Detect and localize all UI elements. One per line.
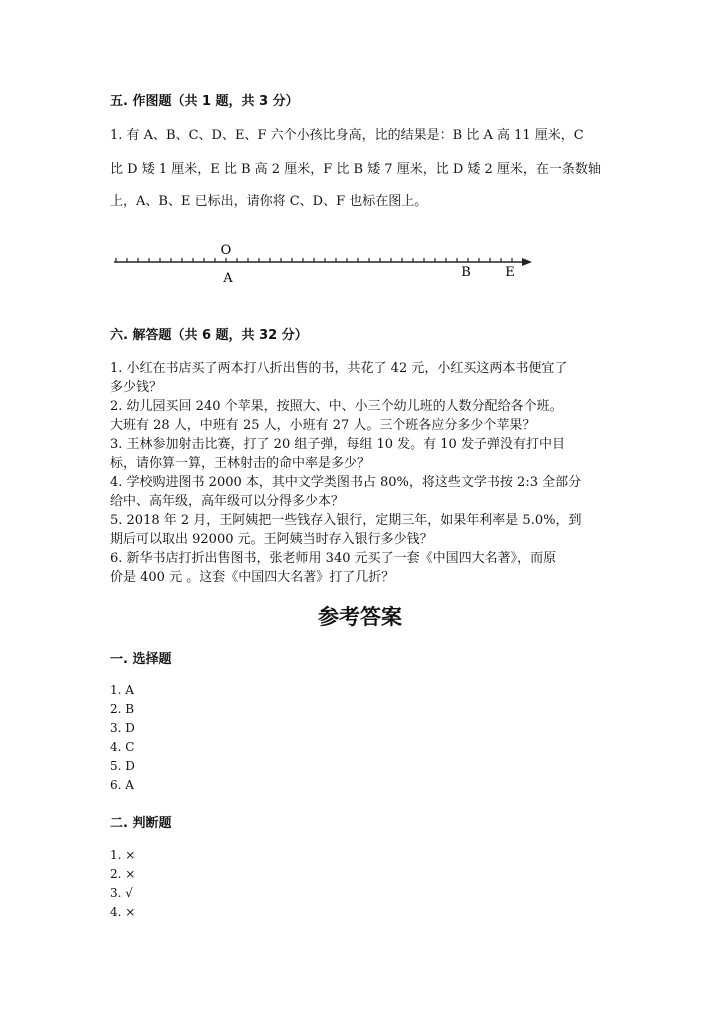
answer-item: 3. D bbox=[110, 721, 135, 735]
answer-item: 4. × bbox=[110, 905, 136, 919]
answer-item: 1. × bbox=[110, 848, 136, 862]
q6-line: 大班有 28 人，中班有 25 人，小班有 27 人。三个班各应分多少个苹果？ bbox=[110, 418, 536, 433]
origin-label: O bbox=[220, 243, 232, 258]
q6-line: 价是 400 元 。这套《中国四大名著》打了几折？ bbox=[110, 570, 395, 585]
q5-1-line-1: 1. 有 A、B、C、D、E、F 六个小孩比身高，比的结果是：B 比 A 高 11 厘米，C bbox=[110, 128, 584, 143]
answer-item: 5. D bbox=[110, 759, 135, 773]
answers-sec1-heading: 一. 选择题 bbox=[110, 652, 172, 667]
q6-line: 3. 王林参加射击比赛，打了 20 组子弹，每组 10 发。有 10 发子弹没有打中目 bbox=[110, 437, 565, 452]
answers-title: 参考答案 bbox=[318, 605, 402, 629]
section5-heading: 五. 作图题（共 1 题，共 3 分） bbox=[110, 94, 299, 109]
answer-item: 3. √ bbox=[110, 886, 133, 900]
q6-line: 2. 幼儿园买回 240 个苹果，按照大、中、小三个幼儿班的人数分配给各个班。 bbox=[110, 399, 563, 414]
q6-line: 6. 新华书店打折出售图书，张老师用 340 元买了一套《中国四大名著》，而原 bbox=[110, 551, 557, 566]
answer-item: 4. C bbox=[110, 740, 135, 754]
point-b-label: B bbox=[461, 265, 471, 280]
point-e-label: E bbox=[505, 265, 515, 280]
point-a-label: A bbox=[223, 271, 233, 286]
q6-line: 多少钱？ bbox=[110, 380, 163, 395]
q6-line: 标，请你算一算，王林射击的命中率是多少？ bbox=[110, 456, 371, 471]
number-line-arrow bbox=[522, 258, 532, 266]
q5-1-line-2: 比 D 矮 1 厘米，E 比 B 高 2 厘米，F 比 B 矮 7 厘米，比 D 矮 2 厘米，在一条数轴 bbox=[110, 162, 601, 177]
q6-line: 4. 学校购进图书 2000 本，其中文学类图书占 80%，将这些文学书按 2:3 全部分 bbox=[110, 475, 582, 490]
section6-heading: 六. 解答题（共 6 题，共 32 分） bbox=[110, 328, 308, 343]
q6-line: 5. 2018 年 2 月，王阿姨把一些钱存入银行，定期三年，如果年利率是 5.0%，到 bbox=[110, 513, 582, 528]
number-line bbox=[100, 236, 550, 290]
answer-item: 2. B bbox=[110, 702, 135, 716]
answer-item: 2. × bbox=[110, 867, 136, 881]
answer-item: 1. A bbox=[110, 683, 134, 697]
q6-line: 1. 小红在书店买了两本打八折出售的书，共花了 42 元，小红买这两本书便宜了 bbox=[110, 361, 568, 376]
answer-item: 6. A bbox=[110, 778, 134, 792]
answers-sec2-heading: 二. 判断题 bbox=[110, 816, 172, 831]
q5-1-line-3: 上，A、B、E 已标出，请你将 C、D、F 也标在图上。 bbox=[110, 194, 428, 209]
q6-line: 给中、高年级，高年级可以分得多少本？ bbox=[110, 494, 345, 509]
q6-line: 期后可以取出 92000 元。王阿姨当时存入银行多少钱？ bbox=[110, 532, 433, 547]
